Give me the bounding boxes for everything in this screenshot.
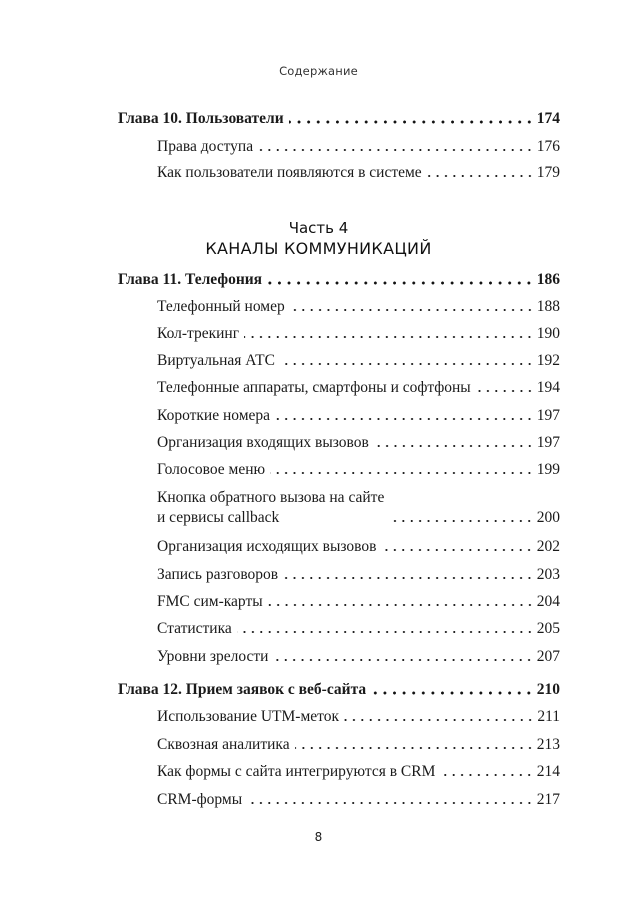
toc-title: Глава 11. Телефония [118,271,263,288]
dot-leader [270,471,534,475]
toc-entry[interactable] [157,298,560,316]
dot-leader [427,174,534,178]
toc-title: Сквозная аналитика [157,736,290,753]
toc-entry[interactable] [157,325,560,343]
toc-title: CRM-формы [157,791,243,808]
toc-page: 188 [536,298,560,315]
toc-entry[interactable] [157,138,560,156]
toc-title: Глава 12. Прием заявок с веб-сайта [118,681,367,698]
dot-leader [374,444,534,448]
toc-entry[interactable] [157,620,560,638]
dot-leader [273,658,533,662]
toc-title-line1: Кнопка обратного вызова на сайте [157,489,385,506]
toc-entry[interactable] [157,407,560,425]
part-number: Часть 4 [288,219,349,237]
toc-title: Как формы с сайта интегрируются в CRM [157,763,436,780]
toc-page: 214 [536,763,560,780]
toc-page: 197 [536,407,560,424]
toc-entry[interactable] [157,434,560,452]
toc-title: Статистика [157,620,232,637]
toc-page: 204 [536,593,560,610]
toc-page: 217 [536,791,560,808]
toc-title: Голосовое меню [157,461,266,478]
dot-leader [371,691,534,695]
toc-page: 186 [536,271,560,288]
toc-title: Организация исходящих вызовов [157,538,377,555]
toc-title: Организация входящих вызовов [157,434,369,451]
toc-entry[interactable] [157,538,560,556]
toc-entry[interactable] [157,379,560,397]
toc-page: 194 [536,379,560,396]
toc-page: 176 [536,138,560,155]
dot-leader [267,281,534,285]
dot-leader [247,801,534,805]
toc-title-line2: и сервисы callback [157,509,280,526]
dot-leader [389,519,533,523]
toc-title: Телефонный номер [157,298,285,315]
toc-page: 190 [536,325,560,342]
toc-title: Использование UTM-меток [157,708,339,725]
dot-leader [381,548,533,552]
running-header: Содержание [279,64,358,78]
dot-leader [237,630,534,634]
dot-leader [344,718,534,722]
toc-page: 205 [536,620,560,637]
toc-entry[interactable] [157,352,560,370]
toc-title [157,489,384,527]
toc-title: Кол-трекинг [157,325,240,342]
dot-leader [268,603,534,607]
toc-entry[interactable] [157,164,560,182]
dot-leader [280,362,534,366]
toc-entry[interactable] [157,736,560,754]
toc-entry[interactable] [157,461,560,479]
toc-title: Как пользователи появляются в системе [157,164,422,181]
toc-page: 210 [536,681,560,698]
toc-page: 203 [536,566,560,583]
toc-entry[interactable] [157,593,560,611]
toc-title: Виртуальная АТС [157,352,275,369]
toc-entry[interactable] [157,566,560,584]
toc-title: Телефонные аппараты, смартфоны и софтфоны [157,379,471,396]
toc-page: 197 [536,434,560,451]
dot-leader [258,148,534,152]
toc-page: 200 [536,509,560,526]
dot-leader [275,417,534,421]
toc-page: 174 [536,110,560,127]
toc-entry[interactable] [157,708,560,726]
toc-title: Короткие номера [157,407,271,424]
dot-leader [476,389,534,393]
toc-chapter-11[interactable] [118,271,560,289]
toc-entry[interactable] [157,489,560,527]
dot-leader [283,576,534,580]
toc-page: 199 [536,461,560,478]
dot-leader [289,120,534,124]
toc-page: 207 [536,648,560,665]
toc-entry[interactable] [157,791,560,809]
toc-page: 211 [537,708,560,725]
dot-leader [440,773,533,777]
toc-entry[interactable] [157,763,560,781]
toc-entry[interactable] [157,648,560,666]
toc-page: 192 [536,352,560,369]
toc-title: Права доступа [157,138,254,155]
toc-title: FMC сим-карты [157,593,263,610]
toc-title: Запись разговоров [157,566,279,583]
toc-chapter-12[interactable] [118,681,560,699]
toc-title: Уровни зрелости [157,648,269,665]
toc-page: 202 [536,538,560,555]
part-title: КАНАЛЫ КОММУНИКАЦИЙ [205,239,432,258]
toc-chapter-10[interactable] [118,110,560,128]
page-number: 8 [314,830,323,844]
toc-page: 179 [536,164,560,181]
dot-leader [290,308,534,312]
dot-leader [295,746,534,750]
dot-leader [244,335,534,339]
toc-title: Глава 10. Пользователи [118,110,284,127]
toc-page: 213 [536,736,560,753]
